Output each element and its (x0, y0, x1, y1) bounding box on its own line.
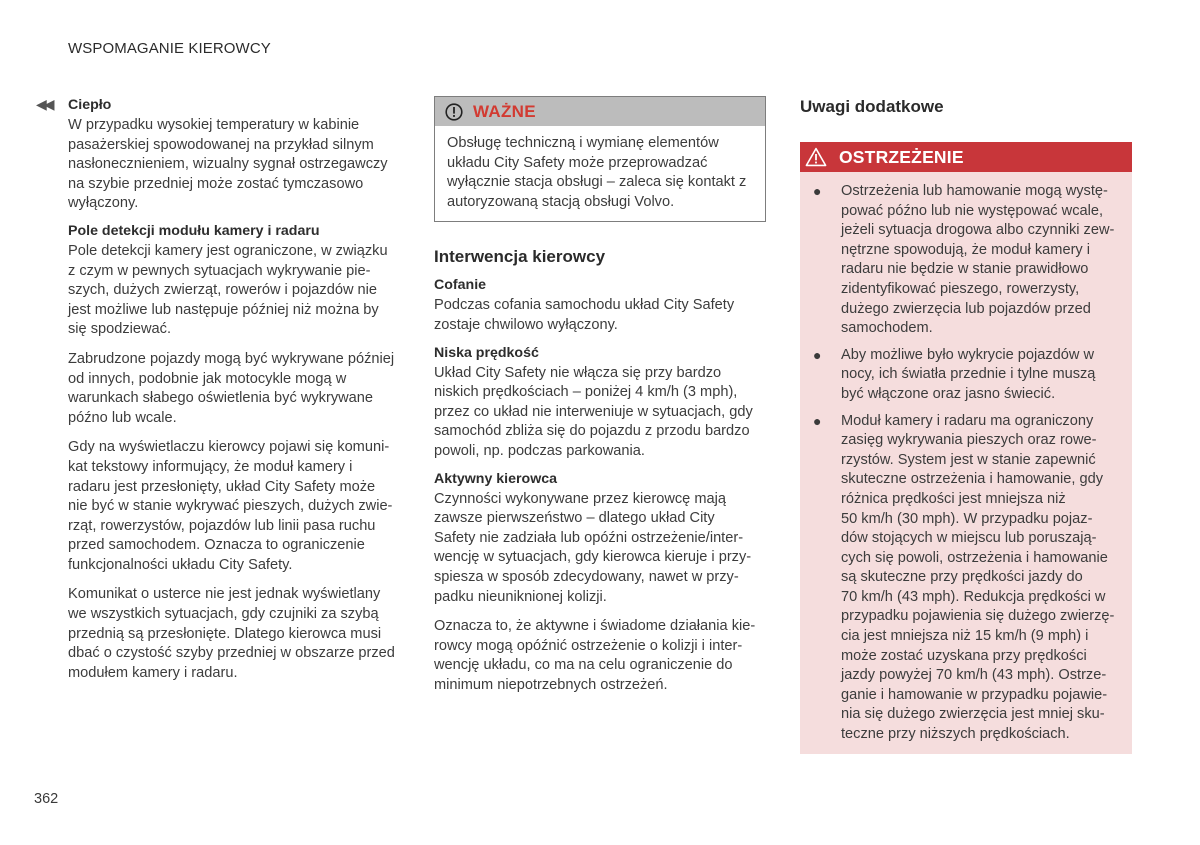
bullet-marker: ● (813, 412, 822, 429)
bullet-marker: ● (813, 346, 822, 363)
column-2 (434, 96, 766, 695)
important-notice-text: Obsługę techniczną i wymianę elementów układu City Safety może przeprowadzać wyłącznie stacja obsługi – zaleca się kontakt z autoryzowaną stacją obsługi Volvo. (447, 135, 747, 210)
important-notice-title: WAŻNE (473, 101, 536, 121)
paragraph-reversing: Podczas cofania samochodu układ City Safety zostaje chwilowo wyłączony. (434, 297, 735, 333)
important-notice-header (435, 97, 765, 126)
warning-box (800, 142, 1132, 754)
column-3 (800, 96, 1132, 754)
warning-title: OSTRZEŻENIE (839, 146, 964, 167)
warning-triangle-icon (805, 147, 827, 167)
subheading-active-driver: Aktywny kierowca (434, 470, 558, 487)
bullet-marker: ● (813, 183, 822, 199)
warning-bullet-text: Moduł kamery i radaru ma ograniczony zasięg wykrywania pieszych oraz rowe- rzystów. System jest w stanie zapewnić skuteczne ostrzeżenia i hamowanie, gdy różnica prędkości jest mniejsza niż 50 km/h (30 mph). W przypadku pojaz- dów stojących w miejscu lub poruszają- cych się powoli, ostrzeżenia i hamowanie są skuteczne przy prędkości jazdy do 70 km/h (43 mph). Redukcja prędkości w przypadku pojawienia się dużego zwierzę- cia jest mniejsza niż 15 km/h (9 mph) i może zostać uzyskana przy prędkości jazdy powyżej 70 km/h (43 mph). Ostrze- ganie i hamowanie w przypadku pojawie- nia się dużego zwierzęcia jest mniej sku- teczne przy niższych prędkościach. (841, 412, 1115, 743)
warning-header (800, 142, 1132, 172)
paragraph-delayed-warning: Oznacza to, że aktywne i świadome działania kie- rowcy mogą opóźnić ostrzeżenie o kolizji i inter- wencję układu, co ma na celu ograniczenie do minimum niepotrzebnych ostrzeżeń. (434, 618, 756, 693)
paragraph-obstructed-message: Gdy na wyświetlaczu kierowcy pojawi się komuni- kat tekstowy informujący, że moduł kamery i radaru jest przesłonięty, układ City Safety może nie być w stanie wykrywać pieszych, dużych zwie- rząt, rowerzystów, pojazdów lub linii pasa ruchu przed samochodem. Oznacza to ograniczenie funkcjonalności układu City Safety. (68, 439, 393, 573)
exclamation-circle-icon (445, 103, 463, 121)
page-number: 362 (34, 791, 59, 807)
heading-additional-notes: Uwagi dodatkowe (800, 97, 944, 116)
paragraph-low-speed: Układ City Safety nie włącza się przy bardzo niskich prędkościach – poniżej 4 km/h (3 mph), przez co układ nie interweniuje w sytuacjach, gdy samochód zbliża się do pojazdu z przodu bardzo powoli, np. podczas parkowania. (434, 364, 753, 459)
section-header: WSPOMAGANIE KIEROWCY (68, 40, 271, 57)
subheading-heat: Ciepło (68, 97, 112, 113)
heading-driver-intervention: Interwencja kierowcy (434, 247, 606, 267)
paragraph-dirty-vehicles: Zabrudzone pojazdy mogą być wykrywane później od innych, podobnie jak motocykle mogą w warunkach słabego oświetlenia być wykrywane późno lub wcale. (68, 350, 395, 426)
warning-bullet-item (812, 412, 1120, 745)
column-1 (68, 96, 400, 683)
subheading-detection-field: Pole detekcji modułu kamery i radaru (68, 222, 320, 239)
subheading-reversing: Cofanie (434, 277, 487, 294)
warning-bullet-text: Aby możliwe było wykrycie pojazdów w nocy, ich światła przednie i tylne muszą być włączone oraz jasno świecić. (841, 346, 1096, 402)
warning-bullet-text: Ostrzeżenia lub hamowanie mogą wystę- pować późno lub nie występować wcale, jeżeli sytuacja drogowa albo czynniki zew- nętrzne spowodują, że moduł kamery i radaru nie będzie w stanie prawidłowo zidentyfikować pieszego, rowerzysty, dużego zwierzęcia lub pojazdów przed samochodem. (841, 183, 1115, 337)
paragraph-heat: W przypadku wysokiej temperatury w kabinie pasażerskiej spowodowanej na przykład silnym nasłonecznieniem, wizualny sygnał ostrzegawczy na szybie przedniej może zostać tymczasowo wyłączony. (68, 117, 388, 212)
warning-bullet-item (812, 346, 1120, 405)
paragraph-fault-message: Komunikat o usterce nie jest jednak wyświetlany we wszystkich sytuacjach, gdy czujniki za szybą przednią są przesłonięte. Dlatego kierowca musi dbać o czystość szyby przedniej w obszarze przed modułem kamery i radaru. (68, 586, 395, 681)
paragraph-detection-field: Pole detekcji kamery jest ograniczone, w związku z czym w pewnych sytuacjach wykrywanie pie- szych, dużych zwierząt, rowerów i pojazdów nie jest możliwe lub następuje później niż można by się spodziewać. (68, 242, 388, 338)
previous-page-icon[interactable]: ◀◀ (36, 96, 52, 112)
subheading-low-speed: Niska prędkość (434, 344, 539, 361)
important-notice-box (434, 96, 766, 222)
warning-bullet-item (812, 182, 1120, 339)
paragraph-active-driver: Czynności wykonywane przez kierowcę mają zawsze pierwszeństwo – dlatego układ City Safety nie zadziała lub opóźni ostrzeżenie/inter- wencję w sytuacjach, gdy kierowca kieruje i przy- spiesza w sposób zdecydowany, nawet w przy- padku nieuniknionej kolizji. (434, 490, 752, 605)
